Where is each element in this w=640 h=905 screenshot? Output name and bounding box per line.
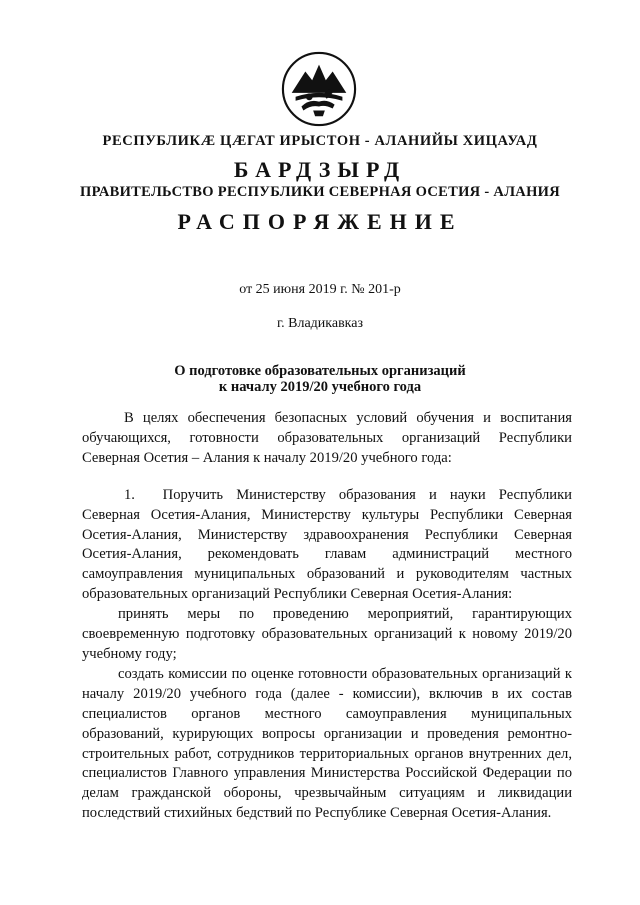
header-title-bardzyrd: БАРДЗЫРД (233, 157, 407, 182)
document-title-line: к началу 2019/20 учебного года (218, 379, 422, 395)
paragraph-item-1: 1. Поручить Министерству образования и науки Республики Северная Осетия-Алания, Министерству культуры Республики Северная Осетия-Алания, Министерству здравоохранения Республики Северная Осетия-Алания, рекомендовать главам администраций местного самоуправления муниципальных образований и руководителям частных образовательных организаций Республики Северная Осетия-Алания: (82, 486, 572, 603)
paragraph-subitem: принять меры по проведению мероприятий, гарантирующих своевременную подготовку образовательных организаций к новому 2019/20 учебному году; (82, 606, 572, 662)
header-title-rasporyazhenie: РАСПОРЯЖЕНИЕ (177, 209, 463, 234)
paragraph-intro: В целях обеспечения безопасных условий обучения и воспитания обучающихся, готовности образовательных организаций Республики Северная Осетия – Алания к началу 2019/20 учебного года: (82, 410, 572, 466)
document-title-line: О подготовке образовательных организаций (174, 363, 466, 379)
header-line-russian: ПРАВИТЕЛЬСТВО РЕСПУБЛИКИ СЕВЕРНАЯ ОСЕТИЯ - АЛАНИЯ (79, 184, 560, 200)
coat-of-arms-emblem-icon (280, 50, 358, 128)
document-date-number: от 25 июня 2019 г. № 201-р (239, 282, 401, 297)
document-body (82, 409, 572, 824)
document-city: г. Владикавказ (276, 316, 364, 331)
document-title (0, 363, 640, 395)
paragraph-subitem: создать комиссии по оценке готовности образовательных организаций к началу 2019/20 учебного года (далее - комиссии), включив в их состав специалистов органов местного самоуправления муниципальных образований, курирующих вопросы организации и проведения ремонтно-строительных работ, сотрудников территориальных органов внутренних дел, специалистов Главного управления Министерства Российской Федерации по делам гражданской обороны, чрезвычайным ситуациям и ликвидации последствий стихийных бедствий по Республике Северная Осетия-Алания. (82, 665, 572, 822)
header-line-ossetian: РЕСПУБЛИКӔ ЦӔГАТ ИРЫСТОН - АЛАНИЙЫ ХИЦАУАД (102, 133, 538, 149)
